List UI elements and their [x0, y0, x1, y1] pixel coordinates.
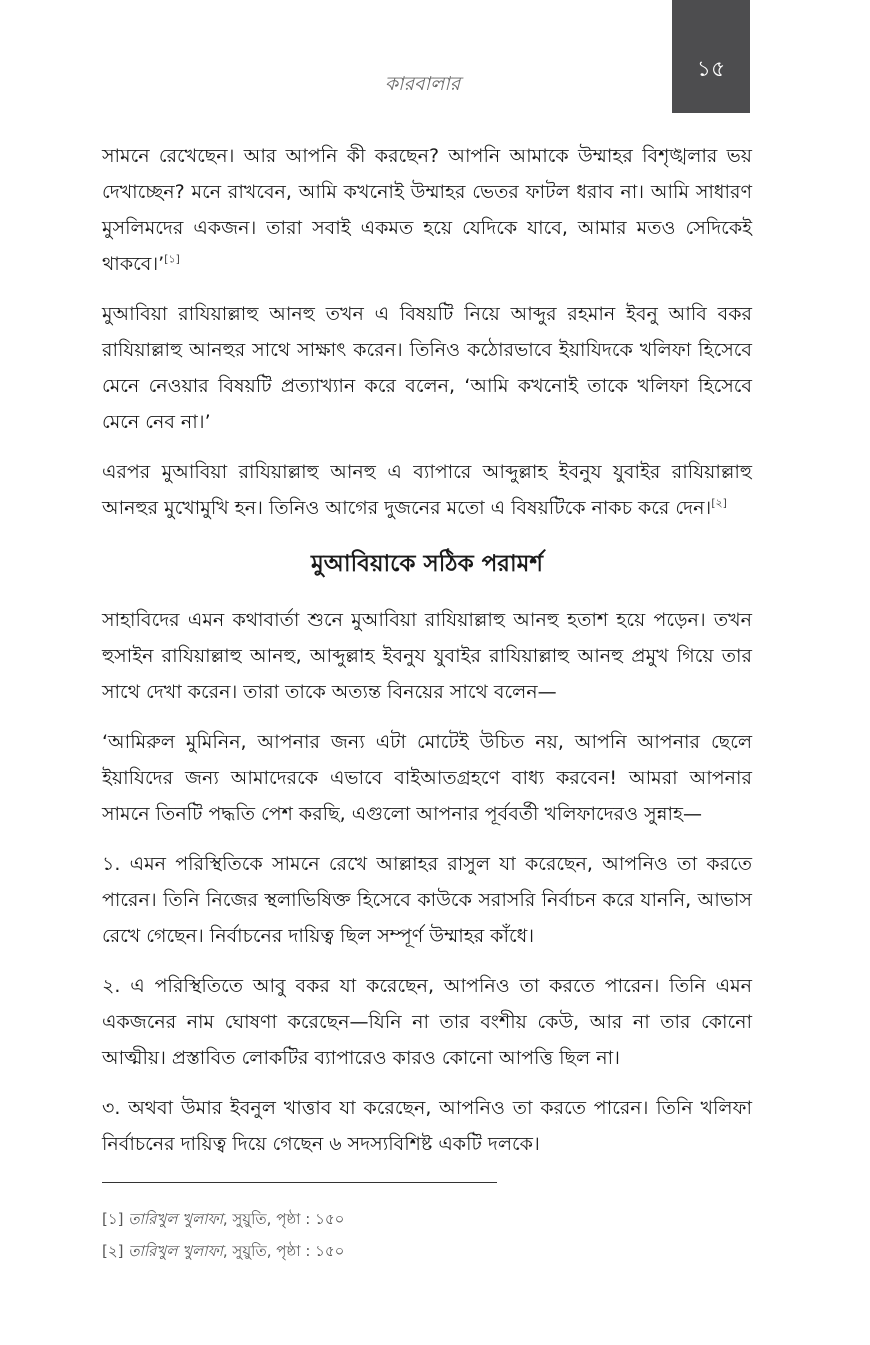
footnote-ref-1: [১] [164, 252, 180, 266]
page-number: ১৫ [696, 57, 726, 82]
footnote-divider [102, 1182, 497, 1183]
section-heading: মুআবিয়াকে সঠিক পরামর্শ [310, 551, 544, 577]
paragraph-4: সাহাবিদের এমন কথাবার্তা শুনে মুআবিয়া রাযিয়াল্লাহু আনহু হতাশ হয়ে পড়েন। তখন হুসাইন রাযিয়াল্লাহু আনহু, আব্দুল্লাহ ইবনুয যুবাইর রাযিয়াল্লাহু আনহু প্রমুখ গিয়ে তার সাথে দেখা করেন। তারা তাকে অত্যন্ত বিনয়ের সাথে বলেন— [102, 609, 752, 703]
page-number-tab [672, 0, 750, 113]
paragraph-3: এরপর মুআবিয়া রাযিয়াল্লাহু আনহু এ ব্যাপারে আব্দুল্লাহ ইবনুয যুবাইর রাযিয়াল্লাহু আনহুর মুখোমুখি হন। তিনিও আগের দুজনের মতো এ বিষয়টিকে নাকচ করে দেন।[২] [102, 461, 752, 519]
page-content [102, 138, 752, 1267]
paragraph-1: সামনে রেখেছেন। আর আপনি কী করছেন? আপনি আমাকে উম্মাহর বিশৃঙ্খলার ভয় দেখাচ্ছেন? মনে রাখবেন, আমি কখনোই উম্মাহর ভেতর ফাটল ধরাব না। আমি সাধারণ মুসলিমদের একজন। তারা সবাই একমত হয়ে যেদিকে যাবে, আমার মতও সেদিকেই থাকবে।’[১] [102, 145, 752, 275]
list-item-1: ১. এমন পরিস্থিতিকে সামনে রেখে আল্লাহর রাসুল যা করেছেন, আপনিও তা করতে পারেন। তিনি নিজের স্থলাভিষিক্ত হিসেবে কাউকে সরাসরি নির্বাচন করে যাননি, আভাস রেখে গেছেন। নির্বাচনের দায়িত্ব ছিল সম্পূর্ণ উম্মাহর কাঁধে। [102, 853, 752, 947]
list-item-3: ৩. অথবা উমার ইবনুল খাত্তাব যা করেছেন, আপনিও তা করতে পারেন। তিনি খলিফা নির্বাচনের দায়িত্ব দিয়ে গেছেন ৬ সদস্যবিশিষ্ট একটি দলকে। [102, 1097, 752, 1155]
running-head-title: কারবালার [384, 73, 461, 95]
footnote-1: [১] তারিখুল খুলাফা, সুয়ুতি, পৃষ্ঠা : ১৫০ [102, 1210, 345, 1228]
paragraph-5: ‘আমিরুল মুমিনিন, আপনার জন্য এটা মোটেই উচিত নয়, আপনি আপনার ছেলে ইয়াযিদের জন্য আমাদেরকে এভাবে বাইআতগ্রহণে বাধ্য করবেন! আমরা আপনার সামনে তিনটি পদ্ধতি পেশ করছি, এগুলো আপনার পূর্ববর্তী খলিফাদেরও সুন্নাহ— [102, 731, 752, 825]
list-item-2: ২. এ পরিস্থিতিতে আবু বকর যা করেছেন, আপনিও তা করতে পারেন। তিনি এমন একজনের নাম ঘোষণা করেছেন—যিনি না তার বংশীয় কেউ, আর না তার কোনো আত্মীয়। প্রস্তাবিত লোকটির ব্যাপারেও কারও কোনো আপত্তি ছিল না। [102, 975, 752, 1069]
paragraph-2: মুআবিয়া রাযিয়াল্লাহু আনহু তখন এ বিষয়টি নিয়ে আব্দুর রহমান ইবনু আবি বকর রাযিয়াল্লাহু আনহুর সাথে সাক্ষাৎ করেন। তিনিও কঠোরভাবে ইয়াযিদকে খলিফা হিসেবে মেনে নেওয়ার বিষয়টি প্রত্যাখ্যান করে বলেন, ‘আমি কখনোই তাকে খলিফা হিসেবে মেনে নেব না।’ [102, 303, 752, 433]
footnote-2: [২] তারিখুল খুলাফা, সুয়ুতি, পৃষ্ঠা : ১৫০ [102, 1242, 345, 1260]
footnote-ref-2: [২] [711, 496, 727, 510]
